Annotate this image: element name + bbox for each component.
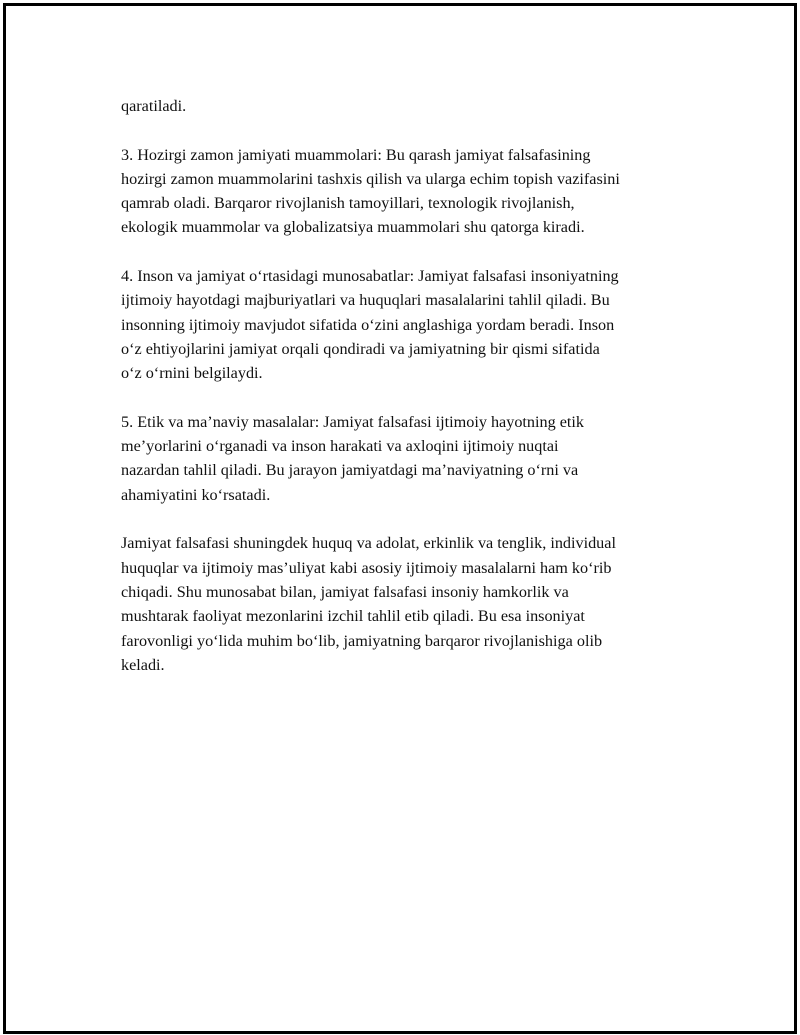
text-line: ijtimoiy hayotdagi majburiyatlari va huquqlari masalalarini tahlil qiladi. Bu [121,291,610,310]
text-line: chiqadi. Shu munosabat bilan, jamiyat falsafasi insoniy hamkorlik va [121,582,569,601]
paragraph-item-4 [121,264,701,385]
text-line: farovonligi yo‘lida muhim bo‘lib, jamiyatning barqaror rivojlanishiga olib [121,631,603,650]
text-line: 5. Etik va ma’naviy masalalar: Jamiyat falsafasi ijtimoiy hayotning etik [121,412,585,431]
text-line: 4. Inson va jamiyat o‘rtasidagi munosabatlar: Jamiyat falsafasi insoniyatning [121,267,619,286]
paragraph-item-3 [121,143,701,240]
text-line: me’yorlarini o‘rganadi va inson harakati va axloqini ijtimoiy nuqtai [121,437,559,456]
text-line: Jamiyat falsafasi shuningdek huquq va adolat, erkinlik va tenglik, individual [121,534,616,553]
text-line: nazardan tahlil qiladi. Bu jarayon jamiyatdagi ma’naviyatning o‘rni va [121,461,579,480]
text-line: 3. Hozirgi zamon jamiyati muammolari: Bu qarash jamiyat falsafasining [121,145,591,164]
document-body [121,94,701,701]
text-line: ekologik muammolar va globalizatsiya muammolari shu qatorga kiradi. [121,218,585,237]
text-line: insonning ijtimoiy mavjudot sifatida o‘zini anglashiga yordam beradi. Inson [121,315,615,334]
text-line: ahamiyatini ko‘rsatadi. [121,485,271,504]
paragraph-conclusion [121,531,701,677]
text-line: o‘z ehtiyojlarini jamiyat orqali qondiradi va jamiyatning bir qismi sifatida [121,339,600,358]
text-line: qaratiladi. [121,97,187,115]
paragraph-item-5 [121,410,701,507]
paragraph-continuation [121,94,701,118]
text-line: o‘z o‘rnini belgilaydi. [121,364,263,383]
text-line: mushtarak faoliyat mezonlarini izchil tahlil etib qiladi. Bu esa insoniyat [121,607,585,626]
text-line: keladi. [121,655,165,674]
text-line: qamrab oladi. Barqaror rivojlanish tamoyillari, texnologik rivojlanish, [121,194,575,213]
text-line: hozirgi zamon muammolarini tashxis qilish va ularga echim topish vazifasini [121,169,620,188]
page-frame [3,3,797,1034]
text-line: huquqlar va ijtimoiy mas’uliyat kabi asosiy ijtimoiy masalalarni ham ko‘rib [121,558,612,577]
